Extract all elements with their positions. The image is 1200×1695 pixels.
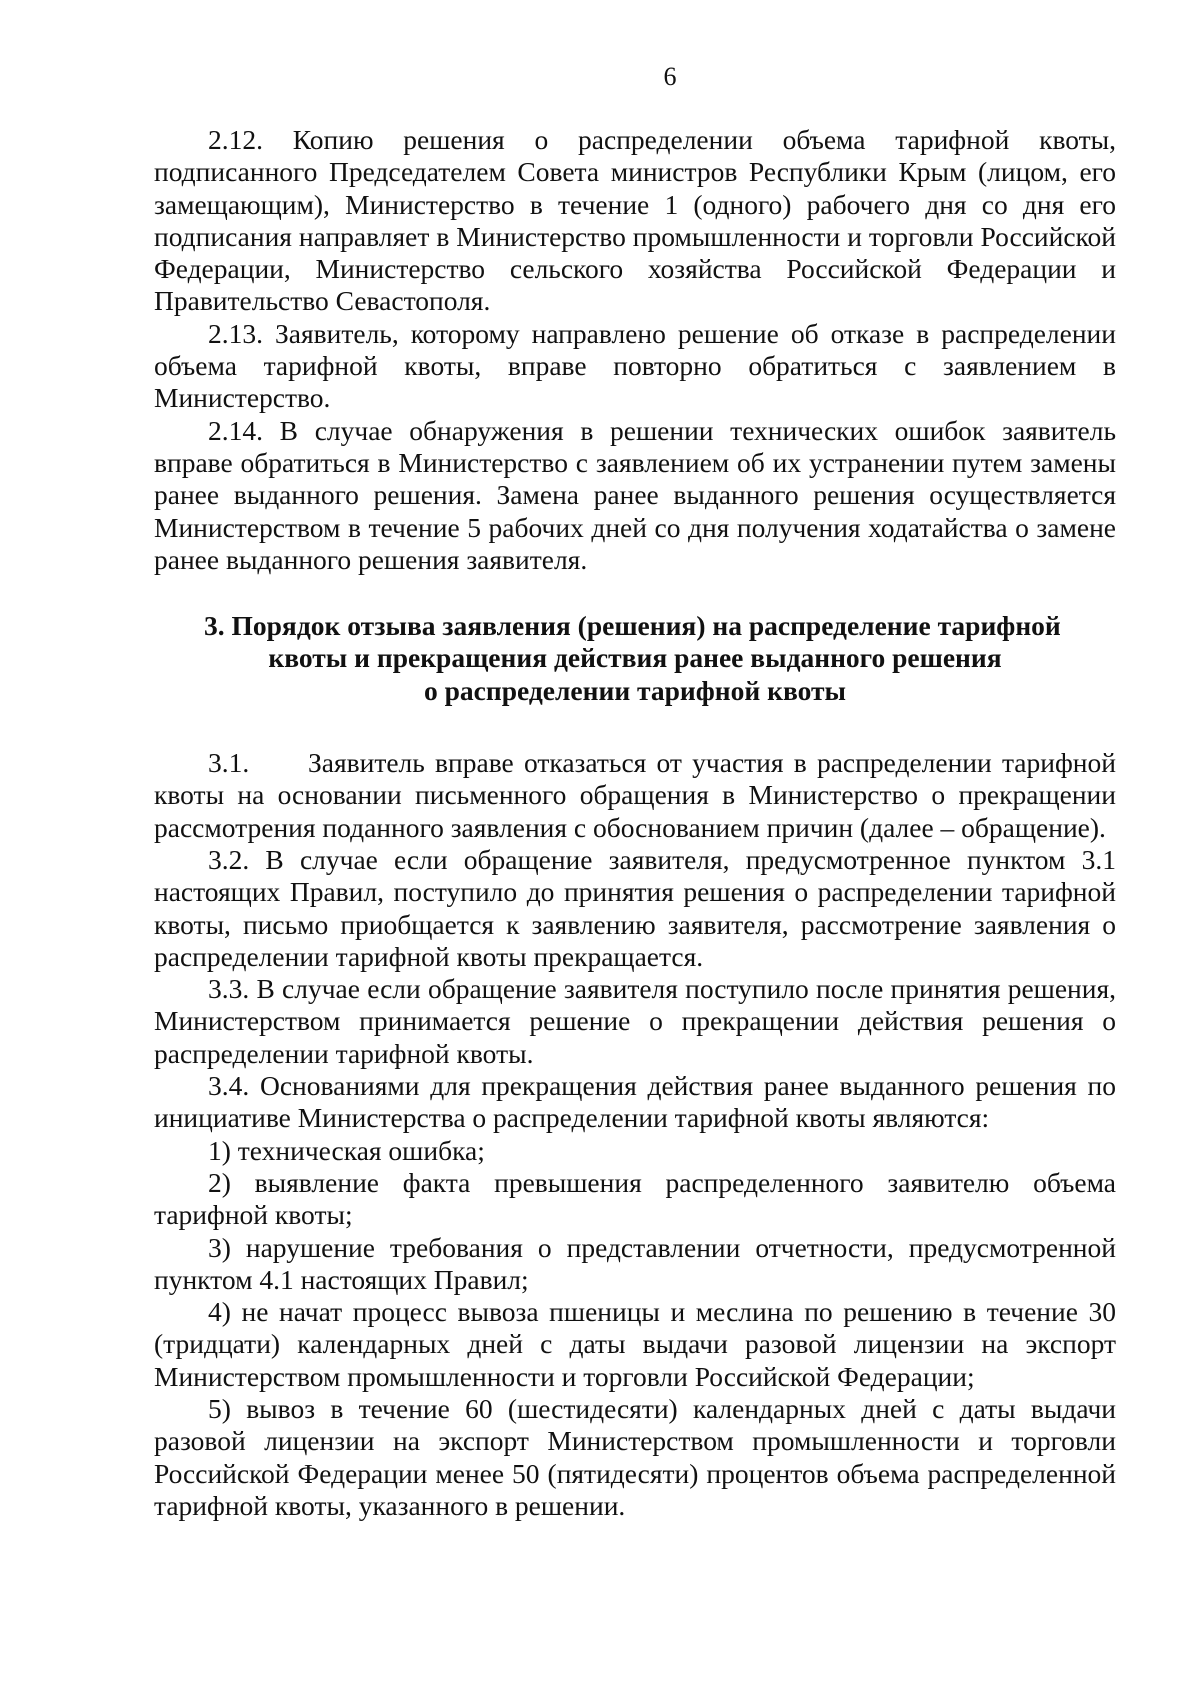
section-3-heading: [154, 610, 1116, 707]
list-item: 1) техническая ошибка;: [208, 1134, 485, 1166]
paragraph-3-1: [154, 747, 1116, 844]
paragraph-3-3: 3.3. В случае если обращение заявителя поступило после принятия решения, Министерством принимается решение о прекращении действия решения о распределении тарифной квоты.: [154, 973, 1116, 1069]
list-item: 5) вывоз в течение 60 (шестидесяти) календарных дней с даты выдачи разовой лицензии на экспорт Министерством промышленности и торговли Российской Федерации менее 50 (пятидесяти) процентов объема распределенной тарифной квоты, указанного в решении.: [154, 1392, 1116, 1521]
paragraph-3-4: 3.4. Основаниями для прекращения действия ранее выданного решения по инициативе Министерства о распределении тарифной квоты являются:: [154, 1070, 1116, 1134]
list-item: 4) не начат процесс вывоза пшеницы и меслина по решению в течение 30 (тридцати) календарных дней с даты выдачи разовой лицензии на экспорт Министерством промышленности и торговли Российской Федерации;: [154, 1296, 1116, 1392]
paragraph-3-1-number: 3.1.: [208, 747, 250, 779]
paragraph-2-13: 2.13. Заявитель, которому направлено решение об отказе в распределении объема тарифной квоты, вправе повторно обратиться с заявлением в Министерство.: [154, 317, 1116, 414]
section-3-heading-line-2: квоты и прекращения действия ранее выданного решения: [268, 642, 1002, 674]
paragraph-2-12: 2.12. Копию решения о распределении объема тарифной квоты, подписанного Председателем Совета министров Республики Крым (лицом, его замещающим), Министерство в течение 1 (одного) рабочего дня со дня его подписания направляет в Министерство промышленности и торговли Российской Федерации, Министерство сельского хозяйства Российской Федерации и Правительство Севастополя.: [154, 124, 1116, 317]
paragraph-3-1-text: Заявитель вправе отказаться от участия в распределении тарифной квоты на основании письменного обращения в Министерство о прекращении рассмотрения поданного заявления с обоснованием причин (далее – обращение).: [154, 747, 1116, 843]
page-number: 6: [663, 62, 677, 91]
section-3-heading-line-3: о распределении тарифной квоты: [424, 674, 846, 706]
list-item: 3) нарушение требования о представлении отчетности, предусмотренной пунктом 4.1 настоящих Правил;: [154, 1231, 1116, 1295]
paragraph-2-14: 2.14. В случае обнаружения в решении технических ошибок заявитель вправе обратиться в Министерство с заявлением об их устранении путем замены ранее выданного решения. Замена ранее выданного решения осуществляется Министерством в течение 5 рабочих дней со дня получения ходатайства о замене ранее выданного решения заявителя.: [154, 414, 1116, 575]
section-3-heading-line-1: 3. Порядок отзыва заявления (решения) на распределение тарифной: [204, 610, 1061, 642]
document-body: [154, 124, 1116, 1522]
list-item: 2) выявление факта превышения распределенного заявителю объема тарифной квоты;: [154, 1166, 1116, 1231]
paragraph-3-2: 3.2. В случае если обращение заявителя, предусмотренное пунктом 3.1 настоящих Правил, поступило до принятия решения о распределении тарифной квоты, письмо приобщается к заявлению заявителя, рассмотрение заявления о распределении тарифной квоты прекращается.: [154, 843, 1116, 972]
